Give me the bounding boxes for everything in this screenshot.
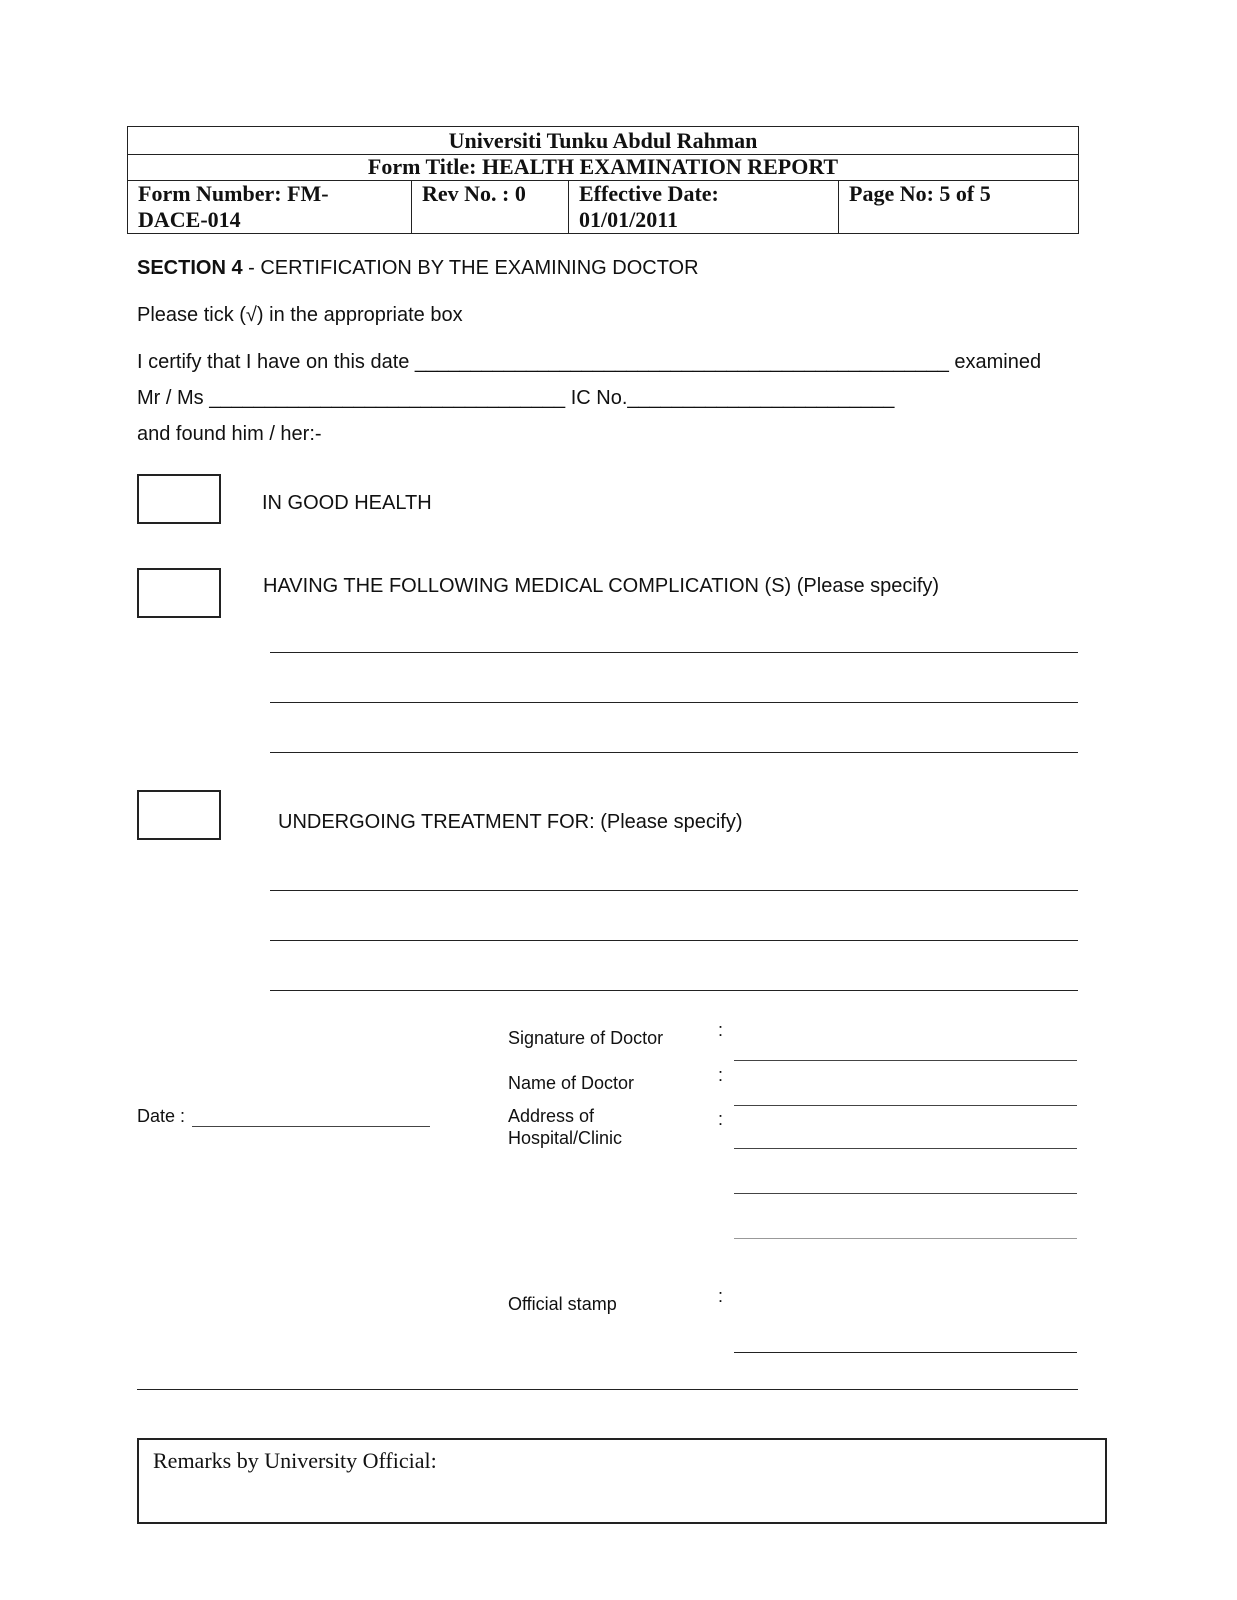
remarks-box[interactable] (137, 1438, 1107, 1524)
form-number-line2: DACE-014 (138, 207, 241, 232)
instruction-text: Please tick (√) in the appropriate box (137, 304, 463, 326)
remarks-label: Remarks by University Official: (153, 1448, 437, 1473)
doctor-name-line[interactable] (734, 1105, 1077, 1106)
signature-line[interactable] (734, 1060, 1077, 1061)
university-name: Universiti Tunku Abdul Rahman (128, 127, 1078, 155)
section-divider (137, 1389, 1078, 1390)
complication-line-1[interactable] (270, 652, 1078, 653)
certify-line[interactable]: I certify that I have on this date ________________________________________________ examined (137, 351, 1042, 373)
page-no: Page No: 5 of 5 (849, 181, 991, 206)
complication-line-2[interactable] (270, 702, 1078, 703)
stamp-line[interactable] (734, 1352, 1077, 1353)
section-heading (137, 256, 699, 280)
complication-checkbox[interactable] (137, 568, 221, 618)
date-label: Date : (137, 1106, 186, 1126)
good-health-checkbox[interactable] (137, 474, 221, 524)
treatment-line-1[interactable] (270, 890, 1078, 891)
treatment-checkbox[interactable] (137, 790, 221, 840)
address-line-2[interactable] (734, 1193, 1077, 1194)
effective-date-label: Effective Date: (579, 181, 719, 206)
page-no-cell (838, 180, 1078, 233)
treatment-label: UNDERGOING TREATMENT FOR: (Please specify) (278, 811, 743, 833)
form-header-table (127, 126, 1079, 234)
date-line[interactable] (192, 1126, 430, 1127)
complication-line-3[interactable] (270, 752, 1078, 753)
found-line: and found him / her:- (137, 423, 322, 445)
rev-no-cell (411, 180, 568, 233)
form-title: Form Title: HEALTH EXAMINATION REPORT (128, 154, 1078, 181)
address-line-1[interactable] (734, 1148, 1077, 1149)
complication-label: HAVING THE FOLLOWING MEDICAL COMPLICATION (S) (Please specify) (263, 575, 940, 597)
address-line-3[interactable] (734, 1238, 1077, 1239)
stamp-label: Official stamp (508, 1294, 617, 1314)
signature-label: Signature of Doctor (508, 1028, 664, 1048)
name-ic-line[interactable]: Mr / Ms ________________________________ IC No.________________________ (137, 387, 895, 409)
good-health-label: IN GOOD HEALTH (262, 492, 432, 514)
doctor-name-label: Name of Doctor (508, 1073, 635, 1093)
form-number-line1: Form Number: FM- (138, 181, 329, 206)
doctor-name-colon: : (718, 1065, 724, 1085)
address-label-1: Address of (508, 1106, 595, 1126)
section-title: - CERTIFICATION BY THE EXAMINING DOCTOR (242, 257, 699, 279)
rev-no: Rev No. : 0 (422, 181, 526, 206)
stamp-colon: : (718, 1286, 724, 1306)
signature-colon: : (718, 1020, 724, 1040)
address-colon: : (718, 1109, 724, 1129)
effective-date-value: 01/01/2011 (579, 207, 679, 232)
treatment-line-2[interactable] (270, 940, 1078, 941)
effective-date-cell (568, 180, 838, 233)
form-number-cell (128, 180, 411, 233)
treatment-line-3[interactable] (270, 990, 1078, 991)
section-number: SECTION 4 (137, 257, 243, 279)
address-label-2: Hospital/Clinic (508, 1128, 623, 1148)
